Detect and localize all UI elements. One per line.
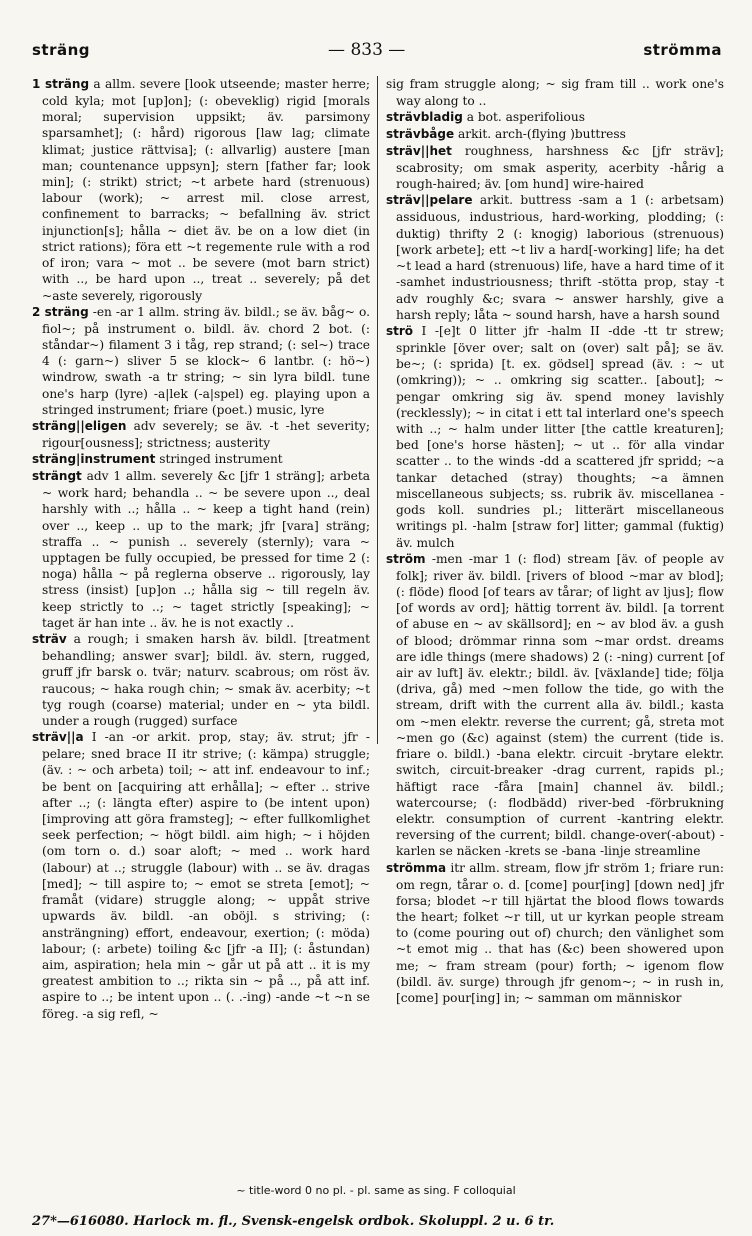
entry-text: stringed instrument	[159, 452, 283, 467]
entry-headword: sträv	[32, 632, 67, 647]
entry-headword: sträng||eligen	[32, 419, 127, 434]
page-number: — 833 —	[328, 40, 406, 60]
entry-headword: 1 sträng	[32, 77, 90, 91]
entry	[386, 143, 724, 192]
entry-text: roughness, harshness &c [jfr sträv]; scabrosity; om smak asperity, acerbity -hårig a rough-haired; äv. [om hund] wire-haired	[396, 144, 724, 192]
right-running-headword: strömma	[643, 41, 722, 59]
entry-headword: strängt	[32, 469, 82, 484]
entry-text: sig fram struggle along; ~ sig fram till .. work one's way along to ..	[386, 77, 724, 108]
entry	[386, 192, 724, 322]
columns	[32, 76, 725, 1021]
left-running-headword: sträng	[32, 41, 91, 59]
entry	[386, 860, 724, 1007]
entry	[386, 323, 724, 551]
entry-text: I -an -or arkit. prop, stay; äv. strut; jfr -pelare; sned brace II itr strive; (: kämpa) struggle; (äv. : ~ och arbeta) toil; ~ att inf. endeavour to inf.; be bent on [acquiring att erhålla]; ~ efter .. strive after ..; (: längta efter) aspire to (be intent upon) [improving att göra framsteg]; ~ efter fullkomlighet seek perfection; ~ högt bildl. aim high; ~ i höjden (om torn o. d.) soar aloft; ~ med .. work hard (labour) at ..; struggle (labour) with .. se äv. dragas [med]; ~ till aspire to; ~ emot se streta [emot]; ~ framåt (vidare) struggle along; ~ uppåt strive upwards äv. bildl. -an oböjl. s striving; (: ansträngning) effort, endeavour, exertion; (: möda) labour; (: arbete) toiling &c [jfr -a II]; (: åstundan) aim, aspiration; hela min ~ går ut på att .. it is my greatest ambition to ..; rikta sin ~ på .., på att inf. aspire to ..; be intent upon .. (. .-ing) -ande ~t ~n se föreg. -a sig refl, ~	[42, 730, 370, 1021]
entry-text: -en -ar 1 allm. string äv. bildl.; se äv. båg~ o. fiol~; på instrument o. bildl. äv. chord 2 bot. (: ståndar~) filament 3 i tåg, rep strand; (: sel~) trace 4 (: garn~) sliver 5 se klock~ 6 lantbr. (: hö~) windrow, swath -a tr string; ~ sin lyra bildl. tune one's harp (lyre) -a|lek (-a|spel) eg. playing upon a stringed instrument; friare (poet.) music, lyre	[42, 304, 370, 417]
entry-text: itr allm. stream, flow jfr ström 1; friare run: om regn, tårar o. d. [come] pour[ing] [down ned] jfr forsa; blodet ~r till hjärtat the blood flows towards the heart; folket ~r till, ut ur kyrkan people stream to (come pouring out of) church; den vänlighet som ~t emot mig .. that has (&c) been showered upon me; ~ fram stream (pour) forth; ~ igenom flow (bildl. äv. surge) through jfr genom~; ~ in rush in, [come] pour[ing] in; ~ samman om människor	[396, 860, 724, 1006]
entry	[386, 109, 724, 126]
left-column	[32, 76, 377, 1021]
entry-headword: strö	[386, 323, 414, 338]
entry-text: adv 1 allm. severely &c [jfr 1 sträng]; arbeta ~ work hard; behandla .. ~ be severe upon .., deal harshly with ..; hålla .. ~ keep a tight hand (rein) over .., keep .. up to the mark; jfr [vara] sträng; straffa .. ~ punish .. severely (sternly); vara ~ upptagen be fully occupied, be pressed for time 2 (: noga) hålla ~ på reglerna observe .. rigorously, lay stress (insist) [up]on ..; hålla sig ~ till regeln äv. keep strictly to ..; ~ taget strictly [speaking]; ~ taget är han inte .. äv. he is not exactly ..	[42, 469, 371, 630]
entry	[32, 451, 370, 468]
entry	[386, 126, 724, 143]
entry-headword: strävbladig	[386, 110, 463, 125]
abbreviation-legend: ~ title-word 0 no pl. - pl. same as sing. F colloquial	[236, 1184, 516, 1197]
entry	[32, 418, 370, 451]
right-column	[377, 76, 725, 1006]
entry-text: I -[e]t 0 litter jfr -halm II -dde -tt tr strew; sprinkle [över over; salt on (over) salt på]; se äv. be~; (: sprida) [t. ex. gödsel] spread (äv. : ~ ut (omkring)); ~ .. omkring sig scatter.. [about]; ~ pengar omkring sig äv. spend money lavishly (recklessly); ~ in citat i ett tal interlard one's speech with ..; ~ halm under litter [the cattle kreaturen]; bed [one's horse hästen]; ~ ut .. för alla vindar scatter .. to the winds -dd a scattered jfr spridd; ~a tankar detached (stray) thoughts; ~a ämnen miscellaneous subjects; ss. rubrik äv. miscellanea -gods koll. sundries pl.; litterärt miscellaneous writings pl. -halm [straw for] litter; gammal (fuktig) äv. mulch	[396, 323, 724, 550]
entry	[386, 551, 724, 860]
entry	[32, 468, 370, 631]
entry-headword: sträv||pelare	[386, 193, 473, 208]
entry-text: a rough; i smaken harsh äv. bildl. [treatment behandling; answer svar]; bildl. äv. stern, rugged, gruff jfr barsk o. tvär; naturv. scabrous; om röst äv. raucous; ~ haka rough chin; ~ smak äv. acerbity; ~t tyg rough (coarse) material; under en ~ yta bildl. under a rough (rugged) surface	[42, 632, 371, 728]
entry	[32, 304, 370, 418]
entry-headword: sträv||a	[32, 730, 84, 745]
entry-text: -men -mar 1 (: flod) stream [äv. of people av folk]; river äv. bildl. [rivers of blood ~mar av blod]; (: flöde) flood [of tears av tårar; of light av ljus]; flow [of words av ord]; hättig torrent äv. bildl. [a torrent of abuse en ~ av skällsord]; en ~ av blod äv. a gush of blood; drömmar rinna som ~mar ordst. dreams are idle things (mere shadows) 2 (: -ning) current [of air av luft] äv. elektr.; bildl. äv. [växlande] tide; följa (driva, gå) med ~men follow the tide, go with the stream, drift with the current alla äv. bildl.; kasta om ~men elektr. reverse the current; gå, streta mot ~men go (&c) against (stem) the current (tide is. friare o. bildl.) -bana elektr. circuit -brytare elektr. switch, circuit-breaker -drag current, rapids pl.; häftigt race -fåra [main] channel äv. bildl.; watercourse; (: flodbädd) river-bed -förbrukning elektr. consumption of current -kantring elektr. reversing of the current; bildl. change-over(-about) -karlen se näcken -krets se -bana -linje streamline	[396, 551, 725, 859]
entry	[32, 76, 370, 304]
entry-text: a bot. asperifolious	[466, 110, 585, 125]
entry-headword: sträng|instrument	[32, 452, 156, 467]
entry-headword: strömma	[386, 860, 447, 875]
entry	[32, 631, 370, 729]
page-header	[32, 40, 722, 66]
entry-headword: strävbåge	[386, 127, 455, 142]
entry-headword: sträv||het	[386, 144, 452, 159]
printer-footer: 27*—616080. Harlock m. fl., Svensk-engelsk ordbok. Skoluppl. 2 u. 6 tr.	[32, 1214, 555, 1229]
entry-text: arkit. arch-(flying )buttress	[458, 127, 626, 142]
entry-headword: 2 sträng	[32, 304, 89, 319]
entry-text: arkit. buttress -sam a 1 (: arbetsam) assiduous, industrious, hard-working, plodding; (: duktig) thrifty 2 (: knogig) laborious (strenuous) [work arbete]; ett ~t liv a hard[-working] life; ha det ~t lead a hard (strenuous) life, have a hard time of it -samhet industriousness; thrift -stötta prop, stay -t adv roughly &c; svara ~ answer harshly, give a harsh reply; låta ~ sound harsh, have a harsh sound	[396, 193, 725, 322]
entry-text: a allm. severe [look utseende; master herre; cold kyla; mot [up]on]; (: obeveklig) rigid [morals moral; supervision uppsikt; äv. parsimony sparsamhet]; (: hård) rigorous [law lag; climate klimat; justice rättvisa]; (: allvarlig) austere [man man; countenance uppsyn]; stern [father far; look min]; (: strikt) strict; ~t arbete hard (strenuous) labour (work); ~ arrest mil. close arrest, confinement to barracks; ~ befallning äv. strict injunction[s]; hålla ~ diet äv. be on a low diet (in strict rations); föra ett ~t regemente rule with a rod of iron; vara ~ mot .. be severe (mot barn strict) with .., be hard upon .., treat .. severely; på det ~aste severely, rigorously	[42, 77, 370, 303]
entry-text: adv severely; se äv. -t -het severity; rigour[ousness]; strictness; austerity	[42, 419, 371, 451]
entry	[32, 729, 370, 1022]
entry	[386, 76, 724, 109]
entry-headword: ström	[386, 551, 426, 566]
